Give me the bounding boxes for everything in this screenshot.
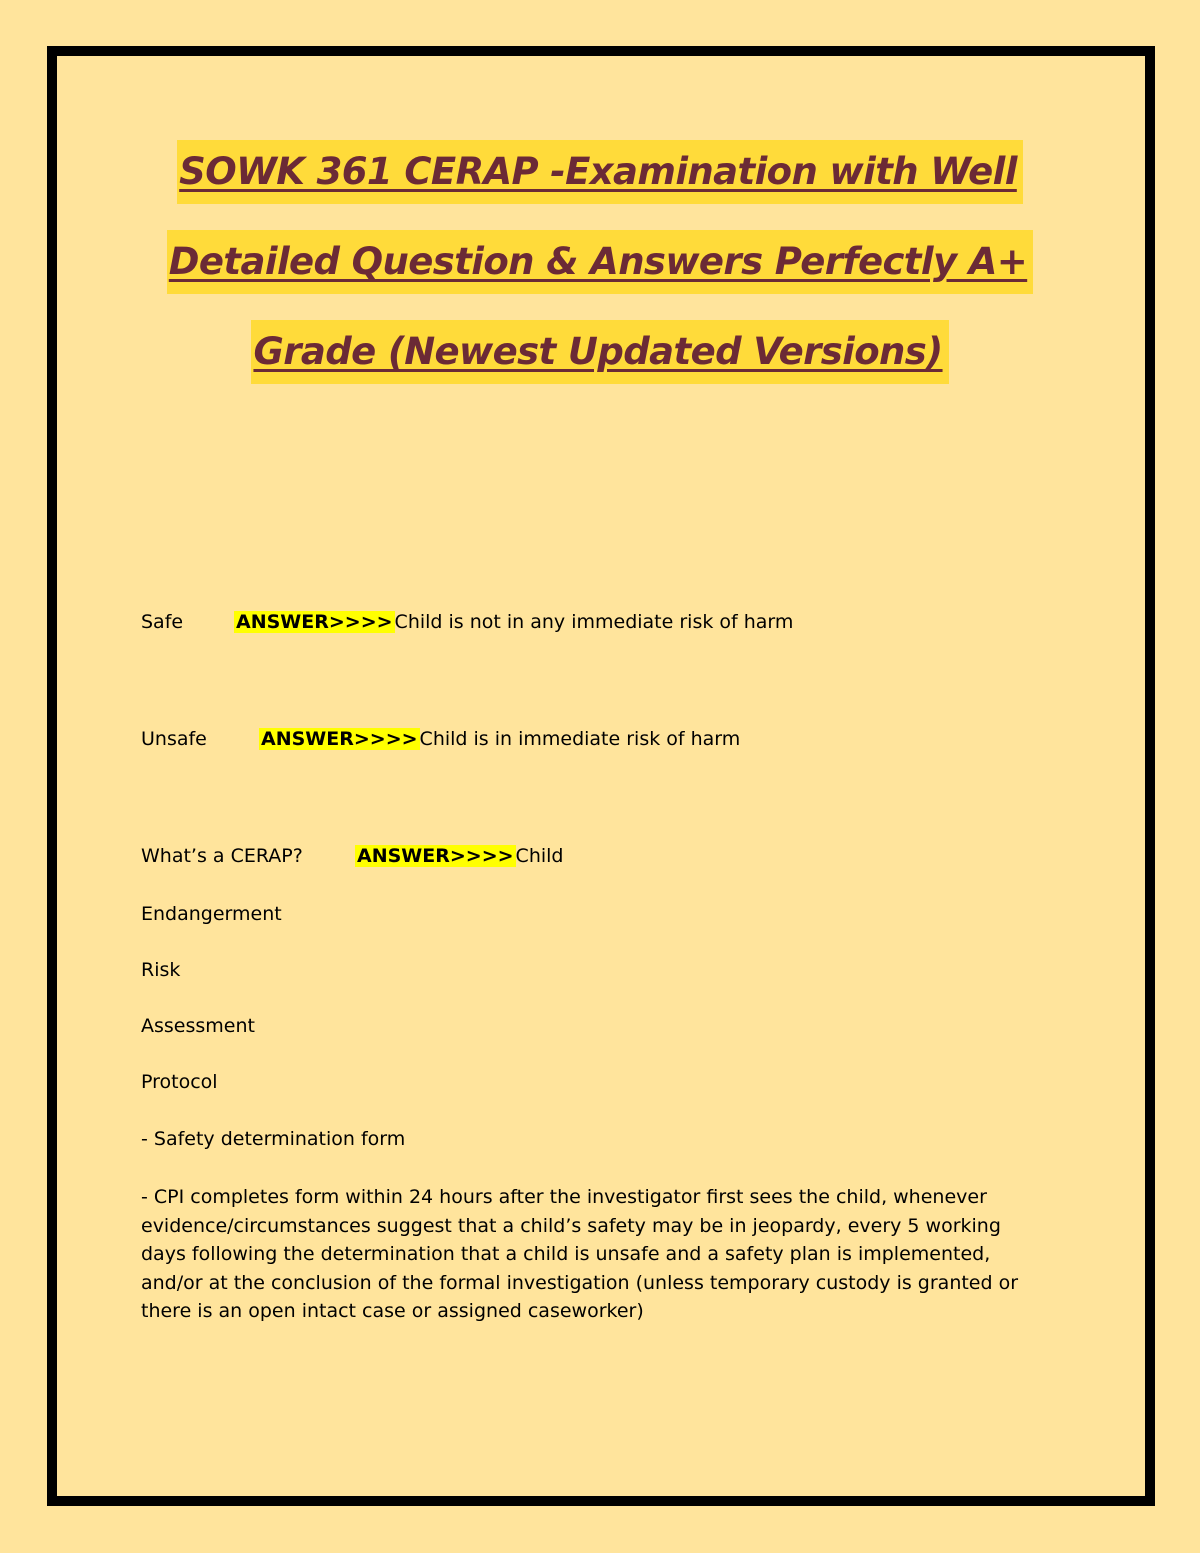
question-label: What’s a CERAP? [141, 845, 303, 867]
cerap-line-protocol: Protocol [141, 1071, 218, 1093]
qa-item-cerap [141, 845, 563, 867]
cerap-line-risk: Risk [141, 959, 181, 981]
document-title [60, 140, 1140, 410]
bullet-cpi-completes-form: - CPI completes form within 24 hours after the investigator first sees the child, whenever evidence/circumstances suggest that a child’s safety may be in jeopardy, every 5 working days following the determination that a child is unsafe and a safety plan is implemented, and/or at the conclusion of the formal investigation (unless temporary custody is granted or there is an open intact case or assigned caseworker) [141, 1186, 1019, 1322]
answer-text: Child is not in any immediate risk of harm [394, 611, 794, 633]
answer-prefix: ANSWER>>>> [357, 845, 514, 867]
answer-prefix: ANSWER>>>> [261, 728, 418, 750]
title-line-3: Grade (Newest Updated Versions) [251, 320, 948, 384]
answer-text: Child [515, 845, 564, 867]
cerap-line-endangerment: Endangerment [141, 903, 282, 925]
title-line [60, 140, 1140, 230]
bullet-safety-determination: - Safety determination form [141, 1128, 406, 1150]
title-line-1: SOWK 361 CERAP -Examination with Well [177, 140, 1023, 204]
cerap-line-assessment: Assessment [141, 1015, 255, 1037]
title-line-2: Detailed Question & Answers Perfectly A+ [167, 230, 1033, 294]
title-line [60, 320, 1140, 410]
answer-prefix: ANSWER>>>> [236, 611, 393, 633]
question-label: Safe [141, 611, 184, 633]
question-label: Unsafe [141, 728, 207, 750]
title-line [60, 230, 1140, 320]
qa-item-safe [141, 611, 793, 633]
qa-item-unsafe [141, 728, 740, 750]
answer-text: Child is in immediate risk of harm [419, 728, 741, 750]
